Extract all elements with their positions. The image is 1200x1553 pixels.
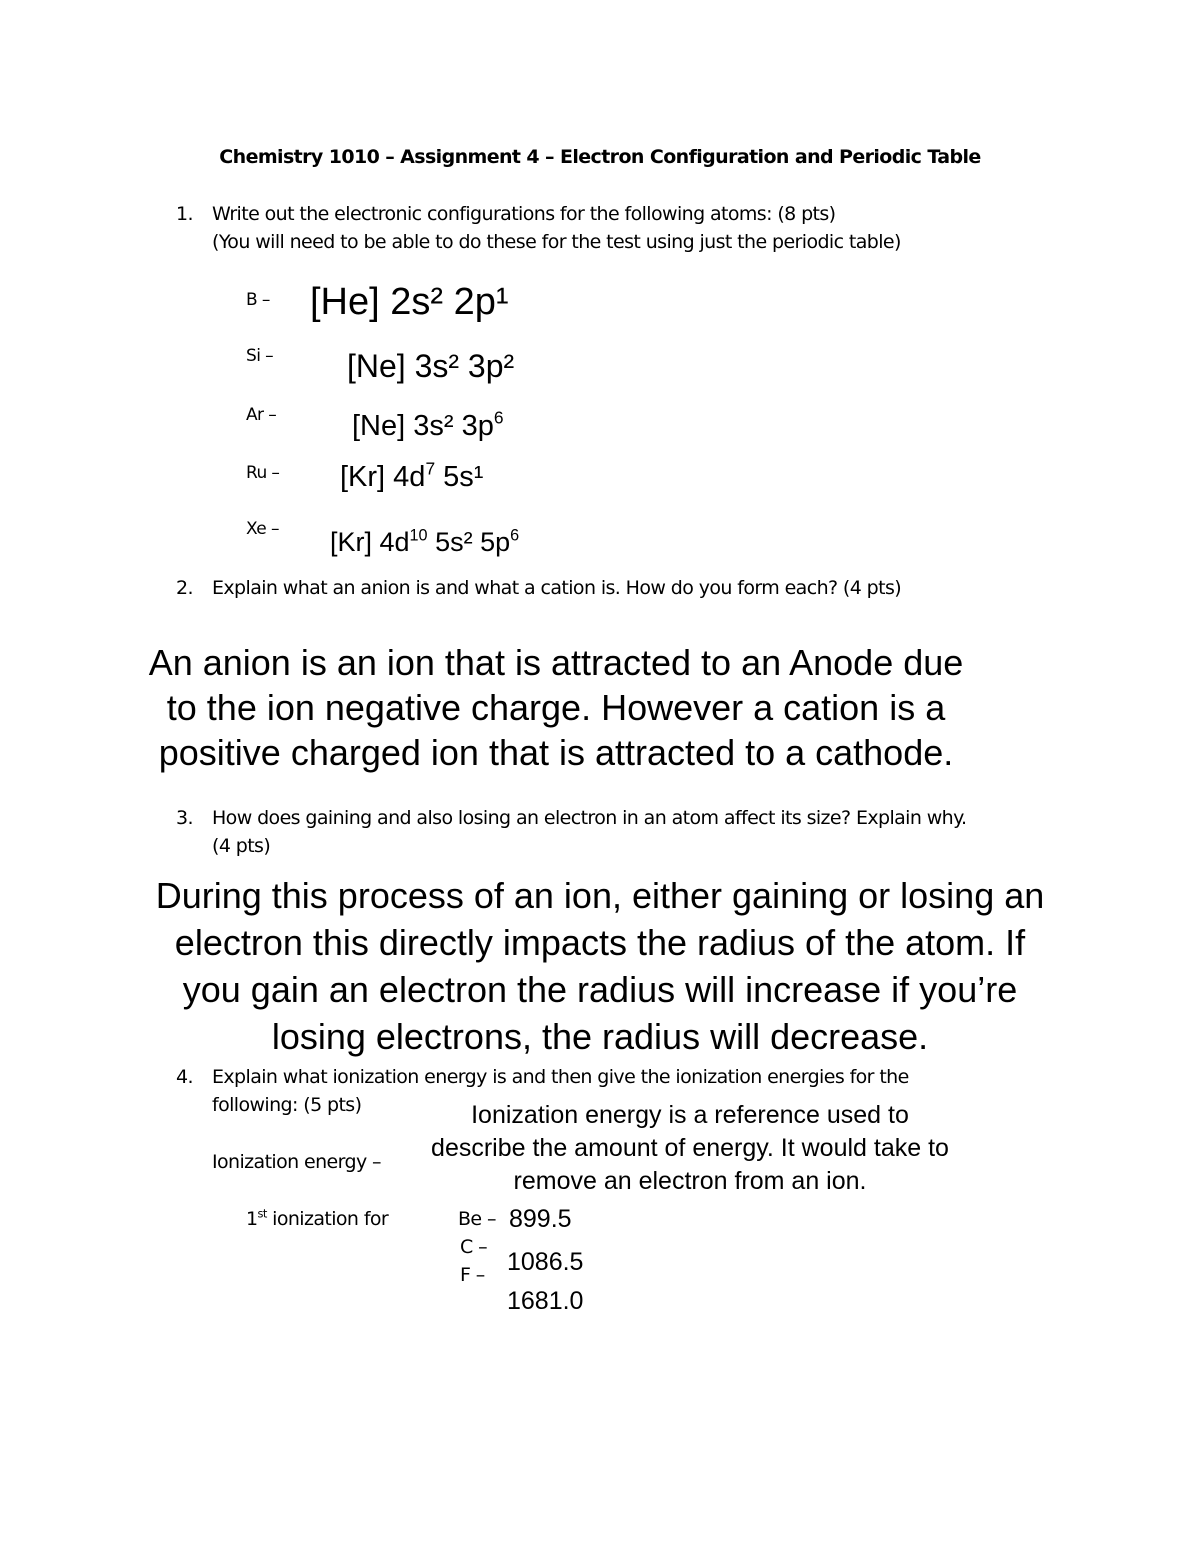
q3-number: 3. (176, 807, 193, 829)
q4-value-f: 1681.0 (507, 1287, 584, 1315)
q4-ie-answer-line: Ionization energy is a reference used to (471, 1101, 909, 1129)
q1-answer-xe: [Kr] $4d^{10}$ 5s² $5p^6$ (330, 526, 520, 557)
q3-answer (0, 872, 1200, 1060)
q4-element-c: C – (460, 1236, 488, 1258)
q1-label-ru: Ru – (246, 463, 280, 483)
q4-value-c: 1086.5 (507, 1248, 584, 1276)
q4-first-ionization-label: 1st ionization for (246, 1206, 389, 1230)
q1-answer-ru: [Kr] $4d^7$ 5s¹ (340, 458, 484, 493)
q4-ie-answer-line: remove an electron from an ion. (513, 1167, 867, 1195)
q1-label-si: Si – (246, 346, 274, 366)
q3-answer-line: During this process of an ion, either gaining or losing an (155, 875, 1045, 916)
q1-label-xe: Xe – (246, 519, 279, 539)
q1-label-ar: Ar – (246, 405, 277, 425)
q3-answer-line: electron this directly impacts the radius of the atom. If (174, 922, 1026, 963)
q1-number: 1. (176, 203, 193, 225)
q1-note: (You will need to be able to do these for the test using just the periodic table) (212, 231, 901, 253)
q1-prompt: Write out the electronic configurations for the following atoms: (8 pts) (212, 203, 836, 225)
q1-label-b: B – (246, 290, 270, 310)
q1-answer-b: [He] 2s² 2p¹ (310, 281, 509, 323)
q4-prompt: Explain what ionization energy is and then give the ionization energies for the (212, 1066, 909, 1088)
q4-ie-answer (390, 1099, 990, 1198)
q4-element-f: F – (460, 1264, 485, 1286)
q3-answer-line: losing electrons, the radius will decrease. (271, 1016, 929, 1057)
q4-prompt-continued: following: (5 pts) (212, 1094, 362, 1116)
q4-value-be: 899.5 (509, 1205, 572, 1233)
q4-number: 4. (176, 1066, 193, 1088)
q2-prompt: Explain what an anion is and what a cation is. How do you form each? (4 pts) (212, 577, 902, 599)
q4-ie-label: Ionization energy – (212, 1151, 381, 1173)
q1-answer-ar: [Ne] 3s² $3p^6$ (352, 407, 504, 442)
q2-number: 2. (176, 577, 193, 599)
q3-points: (4 pts) (212, 835, 271, 857)
q2-answer-line: positive charged ion that is attracted to a cathode. (158, 732, 954, 773)
q3-answer-line: you gain an electron the radius will increase if you’re (182, 969, 1018, 1010)
q2-answer (0, 640, 1112, 775)
q3-prompt: How does gaining and also losing an electron in an atom affect its size? Explain why. (212, 807, 967, 829)
q2-answer-line: An anion is an ion that is attracted to an Anode due (148, 642, 964, 683)
q4-element-be: Be – (458, 1208, 496, 1230)
q1-answer-si: [Ne] 3s² 3p² (347, 348, 515, 384)
page-title: Chemistry 1010 – Assignment 4 – Electron Configuration and Periodic Table (219, 146, 981, 168)
q4-ie-answer-line: describe the amount of energy. It would take to (431, 1134, 949, 1162)
q2-answer-line: to the ion negative charge. However a cation is a (166, 687, 946, 728)
